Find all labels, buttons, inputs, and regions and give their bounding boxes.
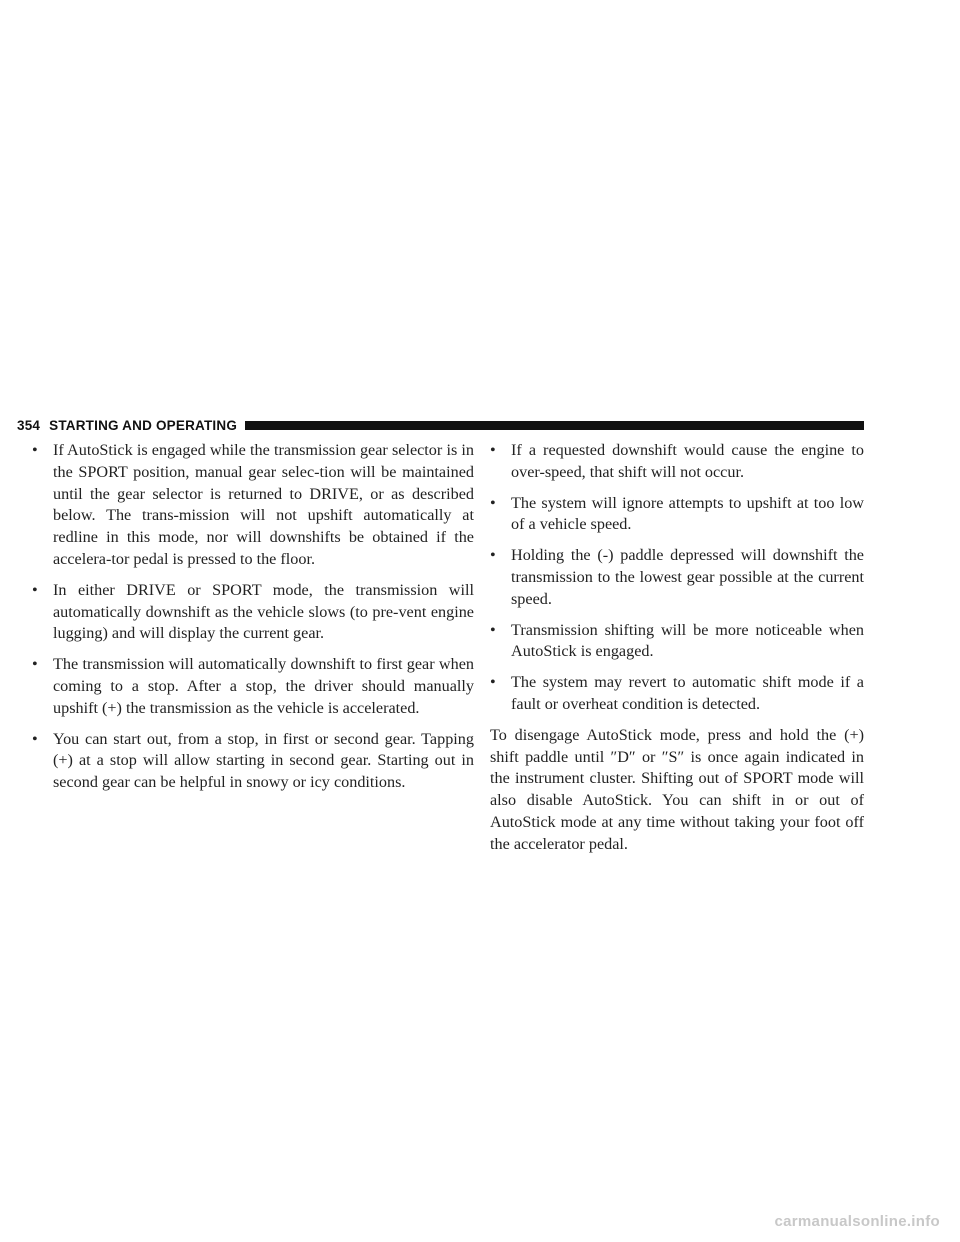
left-column xyxy=(32,440,474,803)
right-column xyxy=(490,440,864,856)
bullet-item xyxy=(490,493,864,537)
bullet-text: The system will ignore attempts to upshift at too low of a vehicle speed. xyxy=(511,493,864,534)
bullet-icon: • xyxy=(490,441,496,459)
page-header xyxy=(17,418,864,432)
bullet-icon: • xyxy=(490,493,496,512)
bullet-icon: • xyxy=(490,673,496,692)
bullet-text: If a requested downshift would cause the engine to over-speed, that shift will not occur. xyxy=(511,441,864,481)
bullet-icon: • xyxy=(32,729,38,748)
bullet-item xyxy=(490,672,864,716)
bullet-item xyxy=(32,440,474,571)
bullet-icon: • xyxy=(490,620,496,639)
bullet-text: Transmission shifting will be more noticeable when AutoStick is engaged. xyxy=(511,620,864,661)
bullet-item xyxy=(490,545,864,610)
bullet-text: Holding the (-) paddle depressed will downshift the transmission to the lowest gear possible at the current speed. xyxy=(511,546,864,608)
bullet-item xyxy=(32,580,474,645)
watermark: carmanualsonline.info xyxy=(774,1213,940,1230)
bullet-text: If AutoStick is engaged while the transmission gear selector is in the SPORT position, manual gear selec-tion will be maintained until the gear selector is returned to DRIVE, or as described below. The trans-mission will not upshift automatically at redline in this mode, nor will downshifts be obtained if the accelera-tor pedal is pressed to the floor. xyxy=(53,441,474,568)
bullet-icon: • xyxy=(32,655,38,674)
bullet-text: You can start out, from a stop, in first or second gear. Tapping (+) at a stop will allow starting in second gear. Starting out in second gear can be helpful in snowy or icy conditions. xyxy=(53,729,474,792)
body-paragraph: To disengage AutoStick mode, press and hold the (+) shift paddle until ″D″ or ″S″ is once again indicated in the instrument cluster. Shifting out of SPORT mode will also disable AutoStick. You can shift in or out of AutoStick mode at any time without taking your foot off the accelerator pedal. xyxy=(490,725,864,853)
bullet-icon: • xyxy=(490,546,496,565)
bullet-text: The transmission will automatically downshift to first gear when coming to a stop. After a stop, the driver should manually upshift (+) the transmission as the vehicle is accelerated. xyxy=(53,655,474,717)
bullet-text: In either DRIVE or SPORT mode, the transmission will automatically downshift as the vehicle slows (to pre-vent engine lugging) and will display the current gear. xyxy=(53,580,474,643)
bullet-text: The system may revert to automatic shift mode if a fault or overheat condition is detected. xyxy=(511,673,864,713)
bullet-item xyxy=(490,620,864,664)
bullet-item xyxy=(32,729,474,794)
bullet-item xyxy=(490,440,864,484)
section-title: STARTING AND OPERATING xyxy=(49,417,238,433)
page-number: 354 xyxy=(17,417,41,433)
bullet-icon: • xyxy=(32,441,38,459)
bullet-icon: • xyxy=(32,580,38,599)
bullet-item xyxy=(32,654,474,719)
header-rule xyxy=(245,421,864,430)
